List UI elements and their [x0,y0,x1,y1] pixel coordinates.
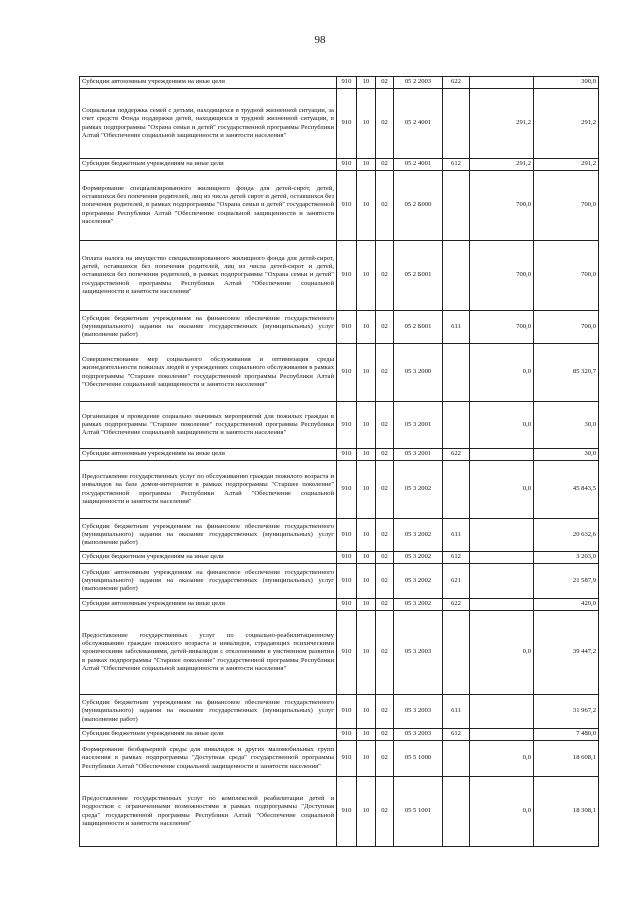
subsection-cell: 02 [376,311,394,344]
grbs-cell: 910 [337,171,357,241]
subsection-cell: 02 [376,729,394,741]
section-cell: 10 [357,89,376,159]
row-name-cell: Субсидии бюджетным учреждениям на иные цели [80,159,337,171]
target-article-cell: 05 3 2000 [394,344,443,402]
amount-2-cell: 7 480,0 [534,729,599,741]
grbs-cell: 910 [337,159,357,171]
target-article-cell: 05 3 2002 [394,564,443,599]
table-row [80,77,599,89]
table-row [80,599,599,611]
amount-1-cell [470,449,534,461]
subsection-cell: 02 [376,777,394,847]
table-row [80,461,599,519]
budget-table [79,76,599,847]
expense-type-cell [443,171,470,241]
amount-2-cell: 420,0 [534,599,599,611]
amount-2-cell: 45 843,5 [534,461,599,519]
amount-1-cell: 0,0 [470,402,534,449]
subsection-cell: 02 [376,77,394,89]
grbs-cell: 910 [337,519,357,552]
amount-1-cell [470,564,534,599]
amount-1-cell [470,77,534,89]
target-article-cell: 05 5 1000 [394,741,443,777]
amount-2-cell: 291,2 [534,89,599,159]
amount-2-cell: 18 608,1 [534,741,599,777]
subsection-cell: 02 [376,241,394,311]
expense-type-cell: 622 [443,77,470,89]
grbs-cell: 910 [337,77,357,89]
row-name-cell: Субсидии автономным учреждениям на иные цели [80,599,337,611]
row-name-cell: Социальная поддержка семей с детьми, находящихся в трудной жизненной ситуации, за счет средств Фонда поддержки детей, находящихся в трудной жизненной ситуации, в рамках подпрограммы "Охрана семьи и детей" государственной программы Республики Алтай "Обеспечение социальной защищенности и занятости населения" [80,89,337,159]
section-cell: 10 [357,519,376,552]
expense-type-cell: 611 [443,311,470,344]
row-name-cell: Субсидии бюджетным учреждениям на иные цели [80,552,337,564]
expense-type-cell: 622 [443,449,470,461]
amount-2-cell: 30,0 [534,402,599,449]
expense-type-cell [443,89,470,159]
section-cell: 10 [357,461,376,519]
section-cell: 10 [357,552,376,564]
expense-type-cell [443,611,470,695]
target-article-cell: 05 3 2003 [394,729,443,741]
row-name-cell: Предоставление государственных услуг по социально-реабилитационному обслуживанию граждан пожилого возраста и инвалидов, страдающих психическими хроническими заболеваниями, детей-инвалидов с отклонениями в умственном развитии в рамках подпрограммы "Старшее поколение" государственной программы Республики Алтай "Обеспечение социальной защищенности и занятости населения" [80,611,337,695]
grbs-cell: 910 [337,461,357,519]
row-name-cell: Субсидии автономным учреждениям на финансовое обеспечение государственного (муниципального) задания на оказание государственных (муниципальных) услуг (выполнение работ) [80,564,337,599]
expense-type-cell: 612 [443,159,470,171]
section-cell: 10 [357,599,376,611]
target-article-cell: 05 3 2001 [394,449,443,461]
subsection-cell: 02 [376,402,394,449]
table-row [80,519,599,552]
amount-2-cell: 39 447,2 [534,611,599,695]
amount-2-cell: 31 967,2 [534,695,599,729]
target-article-cell: 05 2 Б001 [394,241,443,311]
expense-type-cell [443,777,470,847]
grbs-cell: 910 [337,89,357,159]
subsection-cell: 02 [376,599,394,611]
amount-2-cell: 21 587,9 [534,564,599,599]
grbs-cell: 910 [337,311,357,344]
amount-1-cell [470,552,534,564]
table-row [80,741,599,777]
page-number: 98 [314,34,326,46]
table-row [80,777,599,847]
target-article-cell: 05 2 2003 [394,77,443,89]
grbs-cell: 910 [337,564,357,599]
amount-1-cell: 291,2 [470,159,534,171]
amount-1-cell [470,599,534,611]
target-article-cell: 05 2 4001 [394,89,443,159]
subsection-cell: 02 [376,89,394,159]
section-cell: 10 [357,171,376,241]
amount-2-cell: 30,0 [534,449,599,461]
row-name-cell: Формирование безбарьерной среды для инвалидов и других маломобильных групп населения в рамках подпрограммы "Доступная среда" государственной программы Республики Алтай "Обеспечение социальной защищенности и занятости населения" [80,741,337,777]
grbs-cell: 910 [337,729,357,741]
subsection-cell: 02 [376,519,394,552]
amount-1-cell: 0,0 [470,741,534,777]
amount-2-cell: 85 320,7 [534,344,599,402]
subsection-cell: 02 [376,449,394,461]
subsection-cell: 02 [376,741,394,777]
grbs-cell: 910 [337,695,357,729]
grbs-cell: 910 [337,241,357,311]
target-article-cell: 05 3 2002 [394,599,443,611]
row-name-cell: Оплата налога на имущество специализированного жилищного фонда для детей-сирот, детей, оставшихся без попечения родителей, лиц из числа детей-сирот и детей, оставшихся без попечения родителей, в рамках подпрограммы "Охрана семьи и детей" государственной программы Республики Алтай "Обеспечение социальной защищенности и занятости населения" [80,241,337,311]
section-cell: 10 [357,159,376,171]
expense-type-cell: 621 [443,564,470,599]
amount-1-cell: 0,0 [470,461,534,519]
section-cell: 10 [357,449,376,461]
table-row [80,729,599,741]
section-cell: 10 [357,611,376,695]
row-name-cell: Организация и проведение социально значимых мероприятий для пожилых граждан в рамках подпрограммы "Старшее поколение" государственной программы Республики Алтай "Обеспечение социальной защищенности и занятости населения" [80,402,337,449]
table-row [80,241,599,311]
section-cell: 10 [357,695,376,729]
expense-type-cell [443,741,470,777]
table-row [80,344,599,402]
expense-type-cell [443,344,470,402]
section-cell: 10 [357,564,376,599]
row-name-cell: Субсидии бюджетным учреждениям на финансовое обеспечение государственного (муниципального) задания на оказание государственных (муниципальных) услуг (выполнение работ) [80,311,337,344]
amount-2-cell: 700,0 [534,311,599,344]
grbs-cell: 910 [337,777,357,847]
target-article-cell: 05 2 Б001 [394,311,443,344]
amount-1-cell [470,519,534,552]
amount-1-cell: 291,2 [470,89,534,159]
subsection-cell: 02 [376,461,394,519]
expense-type-cell: 622 [443,599,470,611]
subsection-cell: 02 [376,159,394,171]
table-row [80,564,599,599]
table-row [80,159,599,171]
amount-1-cell: 0,0 [470,344,534,402]
amount-1-cell: 700,0 [470,241,534,311]
grbs-cell: 910 [337,741,357,777]
target-article-cell: 05 3 2002 [394,461,443,519]
row-name-cell: Предоставление государственных услуг по обслуживанию граждан пожилого возраста и инвалидов на базе домов-интернатов в рамках подпрограммы "Старшее поколение" государственной программы Республики Алтай "Обеспечение социальной защищенности и занятости населения" [80,461,337,519]
amount-1-cell [470,729,534,741]
target-article-cell: 05 2 4001 [394,159,443,171]
grbs-cell: 910 [337,449,357,461]
amount-2-cell: 700,0 [534,171,599,241]
section-cell: 10 [357,344,376,402]
table-row [80,611,599,695]
grbs-cell: 910 [337,552,357,564]
grbs-cell: 910 [337,402,357,449]
subsection-cell: 02 [376,611,394,695]
row-name-cell: Субсидии автономным учреждениям на иные цели [80,77,337,89]
expense-type-cell: 612 [443,729,470,741]
row-name-cell: Субсидии автономным учреждениям на иные цели [80,449,337,461]
row-name-cell: Формирование специализированного жилищного фонда для детей-сирот, детей, оставшихся без попечения родителей, лиц из числа детей сирот и детей, оставшихся без попечения родителей, в рамках подпрограммы "Охрана семьи и детей" государственной программы Республики Алтай "Обеспечение социальной защищенности и занятости населения" [80,171,337,241]
amount-2-cell: 3 203,0 [534,552,599,564]
expense-type-cell [443,402,470,449]
row-name-cell: Субсидии бюджетным учреждениям на иные цели [80,729,337,741]
table-row [80,402,599,449]
table-row [80,449,599,461]
amount-2-cell: 291,2 [534,159,599,171]
amount-2-cell: 700,0 [534,241,599,311]
section-cell: 10 [357,777,376,847]
row-name-cell: Субсидии бюджетным учреждениям на финансовое обеспечение государственного (муниципального) задания на оказание государственных (муниципальных) услуг (выполнение работ) [80,519,337,552]
expense-type-cell [443,241,470,311]
target-article-cell: 05 3 2003 [394,611,443,695]
section-cell: 10 [357,741,376,777]
subsection-cell: 02 [376,564,394,599]
section-cell: 10 [357,402,376,449]
amount-2-cell: 300,0 [534,77,599,89]
table-row [80,552,599,564]
grbs-cell: 910 [337,344,357,402]
amount-1-cell: 0,0 [470,777,534,847]
section-cell: 10 [357,77,376,89]
amount-2-cell: 18 308,1 [534,777,599,847]
target-article-cell: 05 5 1001 [394,777,443,847]
subsection-cell: 02 [376,552,394,564]
row-name-cell: Субсидии бюджетным учреждениям на финансовое обеспечение государственного (муниципального) задания на оказание государственных (муниципальных) услуг (выполнение работ) [80,695,337,729]
table-row [80,311,599,344]
expense-type-cell: 611 [443,695,470,729]
grbs-cell: 910 [337,611,357,695]
amount-1-cell: 700,0 [470,171,534,241]
amount-1-cell: 700,0 [470,311,534,344]
expense-type-cell [443,461,470,519]
subsection-cell: 02 [376,171,394,241]
expense-type-cell: 611 [443,519,470,552]
row-name-cell: Предоставление государственных услуг по комплексной реабилитации детей и подростков с ограниченными возможностями в рамках подпрограммы "Доступная среда" государственной программы Республики Алтай "Обеспечение социальной защищенности и занятости населения" [80,777,337,847]
section-cell: 10 [357,311,376,344]
grbs-cell: 910 [337,599,357,611]
table-row [80,89,599,159]
section-cell: 10 [357,729,376,741]
target-article-cell: 05 3 2003 [394,695,443,729]
amount-2-cell: 20 632,6 [534,519,599,552]
table-row [80,695,599,729]
target-article-cell: 05 3 2002 [394,552,443,564]
row-name-cell: Совершенствование мер социального обслуживания и оптимизация среды жизнедеятельности пожилых людей в учреждениях социального обслуживания в рамках подпрограммы "Старшее поколение" государственной программы Республики Алтай "Обеспечение социальной защищенности и занятости населения" [80,344,337,402]
subsection-cell: 02 [376,344,394,402]
target-article-cell: 05 2 Б000 [394,171,443,241]
table-body [80,77,599,847]
amount-1-cell: 0,0 [470,611,534,695]
subsection-cell: 02 [376,695,394,729]
target-article-cell: 05 3 2002 [394,519,443,552]
table-row [80,171,599,241]
target-article-cell: 05 3 2001 [394,402,443,449]
section-cell: 10 [357,241,376,311]
amount-1-cell [470,695,534,729]
expense-type-cell: 612 [443,552,470,564]
